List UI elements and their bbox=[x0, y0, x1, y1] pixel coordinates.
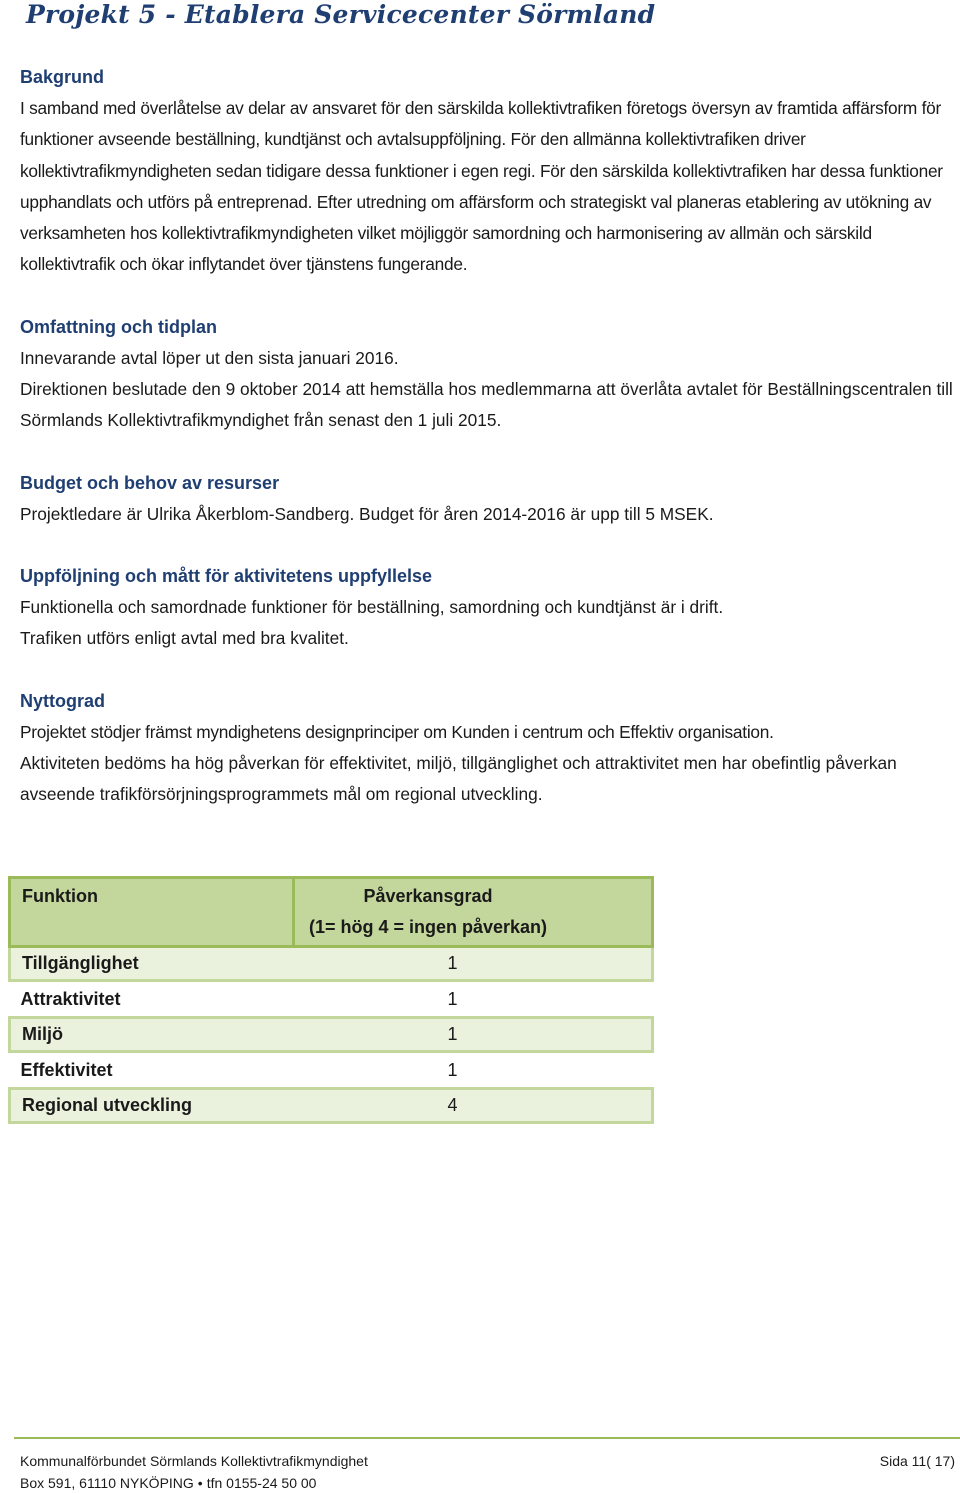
section-paragraph: Aktiviteten bedöms ha hög påverkan för effektivitet, miljö, tillgänglighet och attraktivitet men har obefintlig påverkan avseende trafikförsörjningsprogrammets mål om regional utveckling. bbox=[20, 752, 897, 805]
table-row bbox=[10, 947, 653, 981]
section-budget bbox=[20, 468, 955, 530]
footer-org-name: Kommunalförbundet Sörmlands Kollektivtrafikmyndighet bbox=[20, 1453, 368, 1469]
footer-org-block bbox=[20, 1450, 368, 1494]
table-cell-function: Tillgänglighet bbox=[10, 947, 294, 981]
table-cell-value: 1 bbox=[294, 1052, 653, 1089]
table-cell-value: 4 bbox=[294, 1089, 653, 1123]
section-paragraph: Trafiken utförs enligt avtal med bra kvalitet. bbox=[20, 628, 349, 649]
table-cell-function: Miljö bbox=[10, 1018, 294, 1052]
table-header-impact-line2: (1= hög 4 = ingen påverkan) bbox=[308, 917, 548, 937]
table-cell-value: 1 bbox=[294, 981, 653, 1018]
footer-phone: tfn 0155-24 50 00 bbox=[206, 1475, 317, 1491]
page-title: Projekt 5 - Etablera Servicecenter Sörmland bbox=[26, 0, 656, 29]
section-paragraph: Projektet stödjer främst myndighetens designprinciper om Kunden i centrum och Effektiv organisation. bbox=[20, 721, 774, 742]
section-heading: Uppföljning och mått för aktivitetens uppfyllelse bbox=[20, 565, 433, 586]
table-header-impact bbox=[294, 878, 653, 947]
table-row bbox=[10, 1018, 653, 1052]
table-header-row bbox=[10, 878, 653, 947]
section-paragraph: Direktionen beslutade den 9 oktober 2014 att hemställa hos medlemmarna att överlåta avtalet för Beställningscentralen till Sörmlands Kollektivtrafikmyndighet från senast den 1 juli 2015. bbox=[20, 379, 953, 431]
page-number: Sida 11( 17) bbox=[879, 1453, 955, 1469]
section-uppfoljning bbox=[20, 561, 955, 655]
section-paragraph: Projektledare är Ulrika Åkerblom-Sandberg. Budget för åren 2014-2016 är upp till 5 MSEK. bbox=[20, 503, 714, 524]
table-cell-function: Attraktivitet bbox=[10, 981, 294, 1018]
table-cell-function: Regional utveckling bbox=[10, 1089, 294, 1123]
impact-table bbox=[8, 876, 654, 1124]
section-heading: Bakgrund bbox=[20, 67, 105, 87]
section-bakgrund bbox=[20, 62, 955, 281]
section-nyttograd bbox=[20, 686, 955, 811]
bullet-icon: • bbox=[197, 1475, 203, 1491]
section-paragraph: I samband med överlåtelse av delar av ansvaret för den särskilda kollektivtrafiken företogs översyn av framtida affärsform för funktioner avseende beställning, kundtjänst och avtalsuppföljning. För den allmänna kollektivtrafiken driver kollektivtrafikmyndigheten sedan tidigare dessa funktioner i egen regi. För den särskilda kollektivtrafiken har dessa funktioner upphandlats och utförs på entreprenad. Efter utredning om affärsform och strategiskt val planeras etablering av utökning av verksamheten hos kollektivtrafikmyndigheten vilket möjliggör samordning och harmonisering av allmän och särskild kollektivtrafik och ökar inflytandet över tjänstens fungerande. bbox=[20, 98, 943, 275]
section-omfattning bbox=[20, 312, 955, 437]
section-heading: Nyttograd bbox=[20, 690, 105, 711]
section-heading: Omfattning och tidplan bbox=[20, 316, 217, 337]
footer-address: Box 591, 61110 NYKÖPING bbox=[20, 1475, 194, 1491]
section-paragraph: Funktionella och samordnade funktioner för beställning, samordning och kundtjänst är i drift. bbox=[20, 596, 724, 617]
section-paragraph: Innevarande avtal löper ut den sista januari 2016. bbox=[20, 347, 399, 368]
table-cell-function: Effektivitet bbox=[10, 1052, 294, 1089]
table-row bbox=[10, 1089, 653, 1123]
table-header-function: Funktion bbox=[10, 878, 294, 947]
footer-contact bbox=[20, 1472, 368, 1494]
table-row bbox=[10, 981, 653, 1018]
document-body bbox=[20, 62, 955, 810]
table-cell-value: 1 bbox=[294, 1018, 653, 1052]
footer-divider bbox=[14, 1437, 960, 1439]
section-heading: Budget och behov av resurser bbox=[20, 472, 280, 493]
table-cell-value: 1 bbox=[294, 947, 653, 981]
table-row bbox=[10, 1052, 653, 1089]
table-header-impact-line1: Påverkansgrad bbox=[363, 886, 493, 906]
